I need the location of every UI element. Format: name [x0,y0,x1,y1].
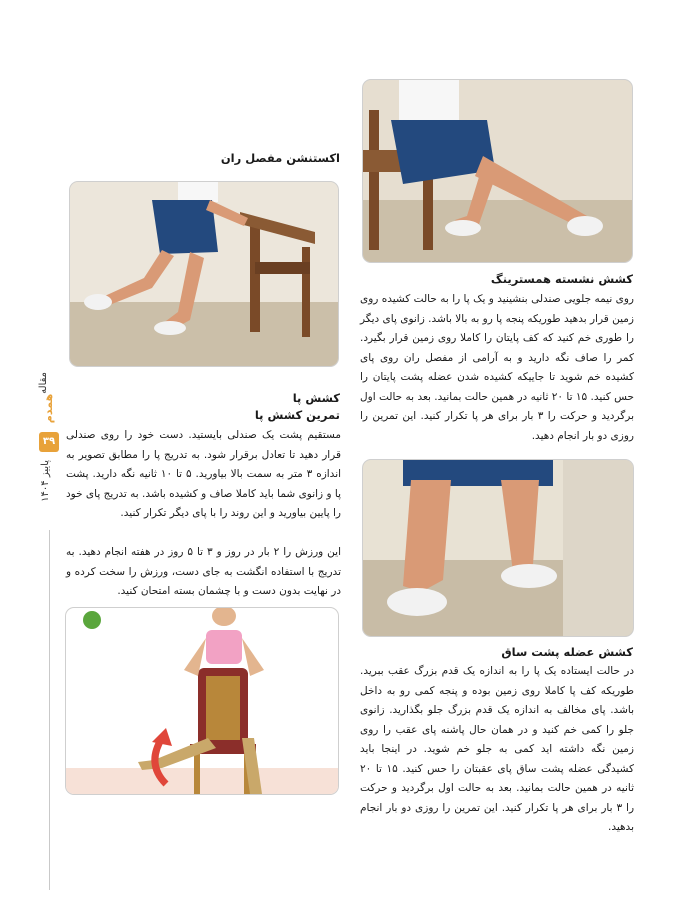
hamstring-title: کشش نشسته همسترینگ [490,272,633,286]
calf-title: کشش عضله پشت ساق [501,645,633,659]
issue-date: پاییز ۱۴۰۴ [40,460,51,502]
leg-frequency: این ورزش را ۲ بار در روز و ۳ تا ۵ روز در هفته انجام دهید. به تدریج با استفاده انگشت به جای دست، ورزش را سخت کرده و در نهایت بدون دست و با چشمان بسته امتحان کنید. [66,546,341,597]
calf-stretch-photo [363,460,633,636]
leg-instructions: مستقیم پشت یک صندلی بایستید. دست خود را روی صندلی قرار دهید تا تعادل برقرار شود. به تدریج پا را مطابق تصویر به اندازه ۳ متر به سمت بالا بیاورید. ۵ تا ۱۰ ثانیه نگه دارید. پشت پا و زانوی شما باید کاملا صاف و کشیده باشد. به تدریج پای خود را پایین بیاورید و این روند را با پای دیگر تکرار کنید. [66,429,342,519]
hip-extension-title: اکستنشن مفصل ران [220,151,340,165]
section-label: مقاله [38,372,49,394]
hamstring-instructions: روی نیمه جلویی صندلی بنشینید و یک پا را به حالت کشیده روی زمین قرار بدهید طوریکه پنجه پا رو به بالا باشد. زانوی پای دیگر را طوری خم کنید که کف پایتان را کاملا روی زمین قرار بگیرد. کمر را صاف نگه دارید و به آرامی از مفصل ران روی پای کشیده خم شوید تا جاییکه کشیده شدن عضله پشت پایتان را حس کنید. ۱۵ تا ۲۰ ثانیه در همین حالت بمانید. بعد به حالت اول برگردید و حرکت را ۳ بار برای هر پا تکرار کنید. این تمرین را روزی دو بار انجام دهید. [360,293,634,442]
leg-stretch-illustration [66,608,338,794]
magazine-logo: همدم [42,393,56,424]
hip-extension-photo [70,182,338,366]
leg-stretch-title: کشش پا [292,391,340,405]
page-number: ۳۹ [39,432,59,452]
seated-hamstring-photo [363,80,632,262]
leg-exercise-title: تمرین کشش پا [254,408,340,422]
calf-instructions: در حالت ایستاده یک پا را به اندازه یک قدم بزرگ عقب ببرید. طوریکه کف پا کاملا روی زمین بوده و پنجه کمی رو به داخل باشد. پای مخالف به اندازه یک قدم بزرگ جلو بگذارید. زانوی جلو را کمی خم کنید و در همان حال پاشنه پای عقب را روی زمین نگه داشته اید کمی به جلو خم شوید. در اینجا باید کشیدگی عضله پشت ساق پای عقبتان را حس کنید. ۱۵ تا ۲۰ ثانیه در همین حالت بمانید. بعد به حالت اول برگردید و حرکت را ۳ بار برای هر پا تکرار کنید. این تمرین را روزی دو بار انجام بدهید. [360,665,635,833]
sidebar-rule [49,530,50,890]
